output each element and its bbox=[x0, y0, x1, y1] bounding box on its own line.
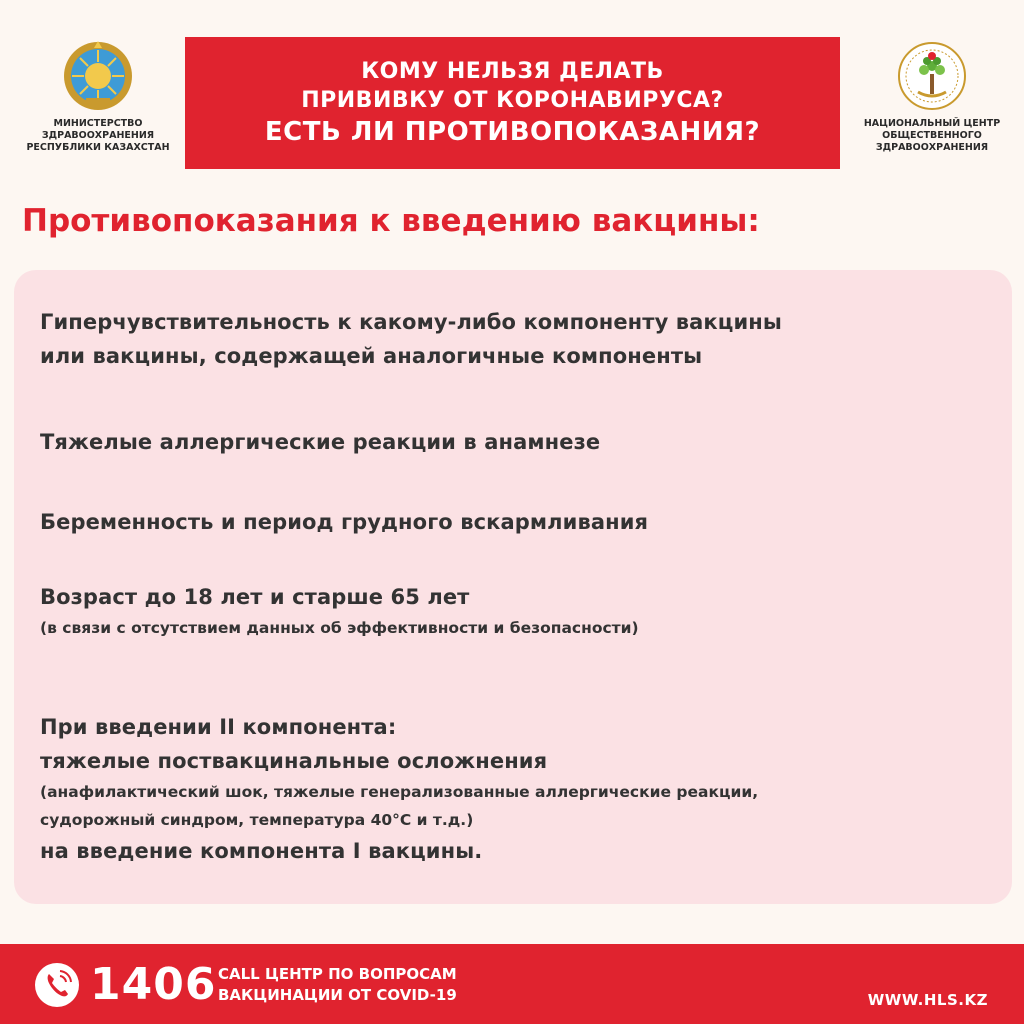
item-pregnancy bbox=[40, 505, 990, 539]
item-note: (анафилактический шок, тяжелые генерализованные аллергические реакции, bbox=[40, 783, 759, 801]
item-line: Тяжелые аллергические реакции в анамнезе bbox=[40, 430, 601, 454]
item-line: или вакцины, содержащей аналогичные компоненты bbox=[40, 344, 703, 368]
item-line: Возраст до 18 лет и старше 65 лет bbox=[40, 585, 470, 609]
section-title: Противопоказания к введению вакцины: bbox=[22, 203, 760, 239]
item-hypersensitivity bbox=[40, 305, 990, 373]
ministry-caption-line: ЗДРАВООХРАНЕНИЯ bbox=[41, 130, 155, 141]
header bbox=[0, 0, 1024, 200]
ministry-caption bbox=[18, 118, 178, 154]
ministry-caption-line: МИНИСТЕРСТВО bbox=[53, 118, 143, 129]
item-age bbox=[40, 580, 990, 642]
item-second-component bbox=[40, 710, 990, 868]
tree-of-health-icon bbox=[896, 40, 968, 112]
public-health-center-logo bbox=[848, 40, 1016, 154]
title-banner bbox=[185, 37, 840, 169]
hotline-label-line: ВАКЦИНАЦИИ ОТ COVID-19 bbox=[218, 986, 457, 1004]
center-caption-line: ОБЩЕСТВЕННОГО bbox=[882, 130, 982, 141]
item-line: тяжелые поствакцинальные осложнения bbox=[40, 749, 548, 773]
item-line: на введение компонента I вакцины. bbox=[40, 839, 483, 863]
banner-line-2: ПРИВИВКУ ОТ КОРОНАВИРУСА? bbox=[301, 88, 724, 113]
ministry-logo bbox=[18, 40, 178, 154]
center-caption-line: НАЦИОНАЛЬНЫЙ ЦЕНТР bbox=[863, 118, 1001, 129]
center-caption-line: ЗДРАВООХРАНЕНИЯ bbox=[875, 142, 989, 153]
phone-icon[interactable] bbox=[34, 962, 80, 1008]
item-note: судорожный синдром, температура 40°C и т.д.) bbox=[40, 811, 474, 829]
item-note: (в связи с отсутствием данных об эффективности и безопасности) bbox=[40, 619, 639, 637]
banner-line-3: ЕСТЬ ЛИ ПРОТИВОПОКАЗАНИЯ? bbox=[264, 117, 761, 147]
hotline-label bbox=[218, 964, 457, 1006]
website-link[interactable]: WWW.HLS.KZ bbox=[867, 991, 988, 1009]
item-line: При введении II компонента: bbox=[40, 715, 397, 739]
item-line: Беременность и период грудного вскармливания bbox=[40, 510, 649, 534]
kazakhstan-emblem-icon bbox=[62, 40, 134, 112]
banner-line-1: КОМУ НЕЛЬЗЯ ДЕЛАТЬ bbox=[361, 59, 664, 84]
item-allergy bbox=[40, 425, 990, 459]
item-line: Гиперчувствительность к какому-либо компоненту вакцины bbox=[40, 310, 782, 334]
hotline-number[interactable]: 1406 bbox=[90, 959, 217, 1010]
hotline-label-line: CALL ЦЕНТР ПО ВОПРОСАМ bbox=[218, 965, 457, 983]
center-caption bbox=[848, 118, 1016, 154]
ministry-caption-line: РЕСПУБЛИКИ КАЗАХСТАН bbox=[26, 142, 170, 153]
